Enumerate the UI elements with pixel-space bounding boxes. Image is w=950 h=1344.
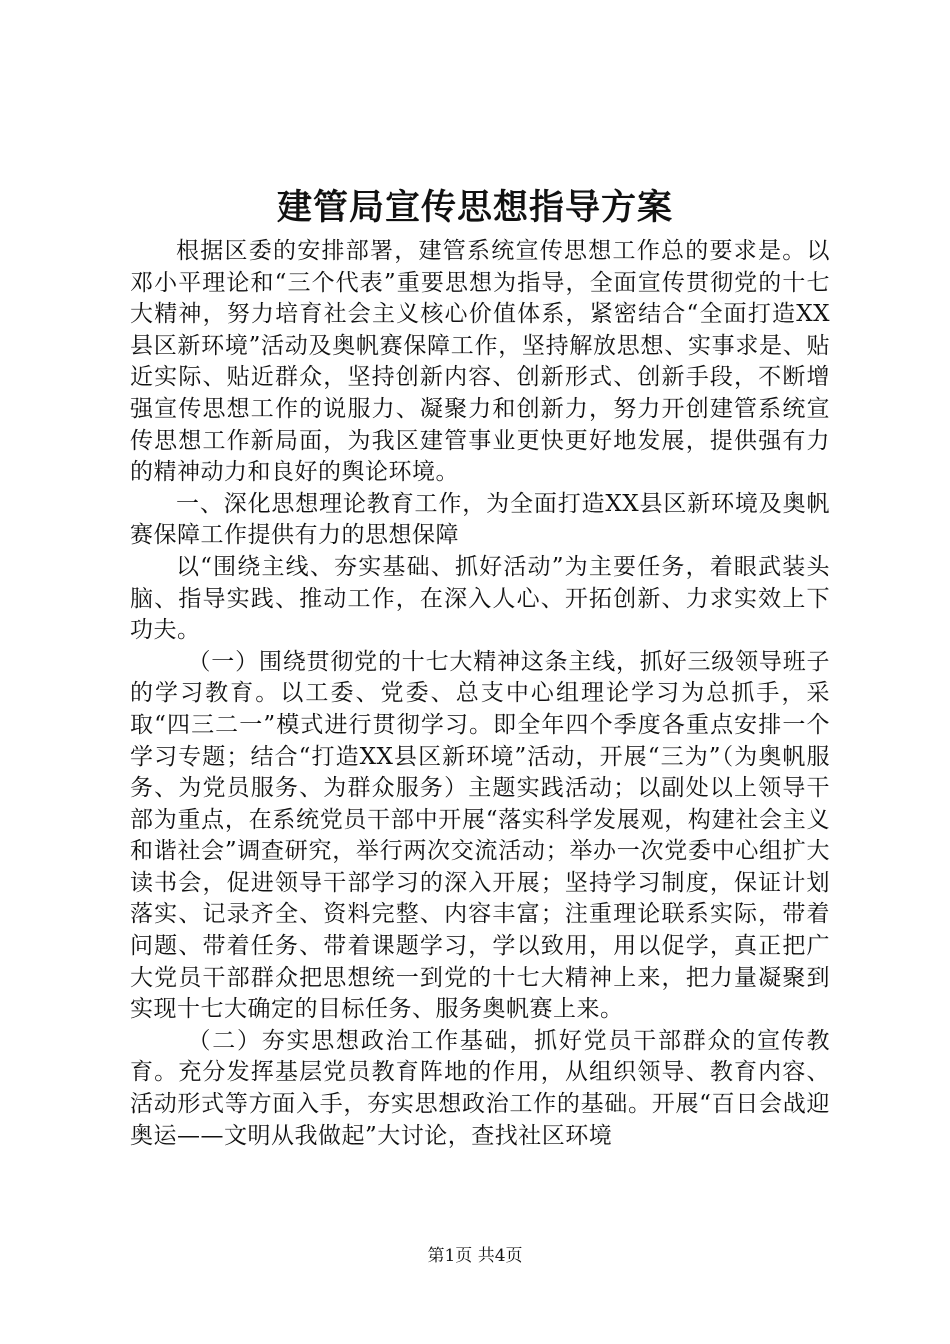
page-footer: 第1页 共4页 (427, 1246, 523, 1266)
paragraph-subsection-2: （二）夯实思想政治工作基础，抓好党员干部群众的宣传教育。充分发挥基层党员教育阵地的作用，从组织领导、教育内容、活动形式等方面入手，夯实思想政治工作的基础。开展“百日会战迎奥运——文明从我做起”大讨论，查找社区环境 (130, 1027, 830, 1149)
paragraph-subsection-1: （一）围绕贯彻党的十七大精神这条主线，抓好三级领导班子的学习教育。以工委、党委、总支中心组理论学习为总抓手，采取“四三二一”模式进行贯彻学习。即全年四个季度各重点安排一个学习专题；结合“打造XX县区新环境”活动，开展“三为”（为奥帆服务、为党员服务、为群众服务）主题实践活动；以副处以上领导干部为重点，在系统党员干部中开展“落实科学发展观，构建社会主义和谐社会”调查研究，举行两次交流活动；举办一次党委中心组扩大读书会，促进领导干部学习的深入开展；坚持学习制度，保证计划落实、记录齐全、资料完整、内容丰富；注重理论联系实际，带着问题、带着任务、带着课题学习，学以致用，用以促学，真正把广大党员干部群众把思想统一到党的十七大精神上来，把力量凝聚到实现十七大确定的目标任务、服务奥帆赛上来。 (130, 648, 830, 1023)
paragraph-intro: 根据区委的安排部署，建管系统宣传思想工作总的要求是。以邓小平理论和“三个代表”重要思想为指导，全面宣传贯彻党的十七大精神，努力培育社会主义核心价值体系，紧密结合“全面打造XX县区新环境”活动及奥帆赛保障工作，坚持解放思想、实事求是、贴近实际、贴近群众，坚持创新内容、创新形式、创新手段，不断增强宣传思想工作的说服力、凝聚力和创新力，努力开创建管系统宣传思想工作新局面，为我区建管事业更快更好地发展，提供强有力的精神动力和良好的舆论环境。 (130, 238, 830, 486)
paragraph-section-1-summary: 以“围绕主线、夯实基础、抓好活动”为主要任务，着眼武装头脑、指导实践、推动工作，在深入人心、开拓创新、力求实效上下功夫。 (130, 553, 830, 644)
document-title: 建管局宣传思想指导方案 (276, 187, 673, 228)
document-body (130, 236, 830, 1152)
section-heading-1: 一、深化思想理论教育工作，为全面打造XX县区新环境及奥帆赛保障工作提供有力的思想保障 (130, 490, 830, 549)
